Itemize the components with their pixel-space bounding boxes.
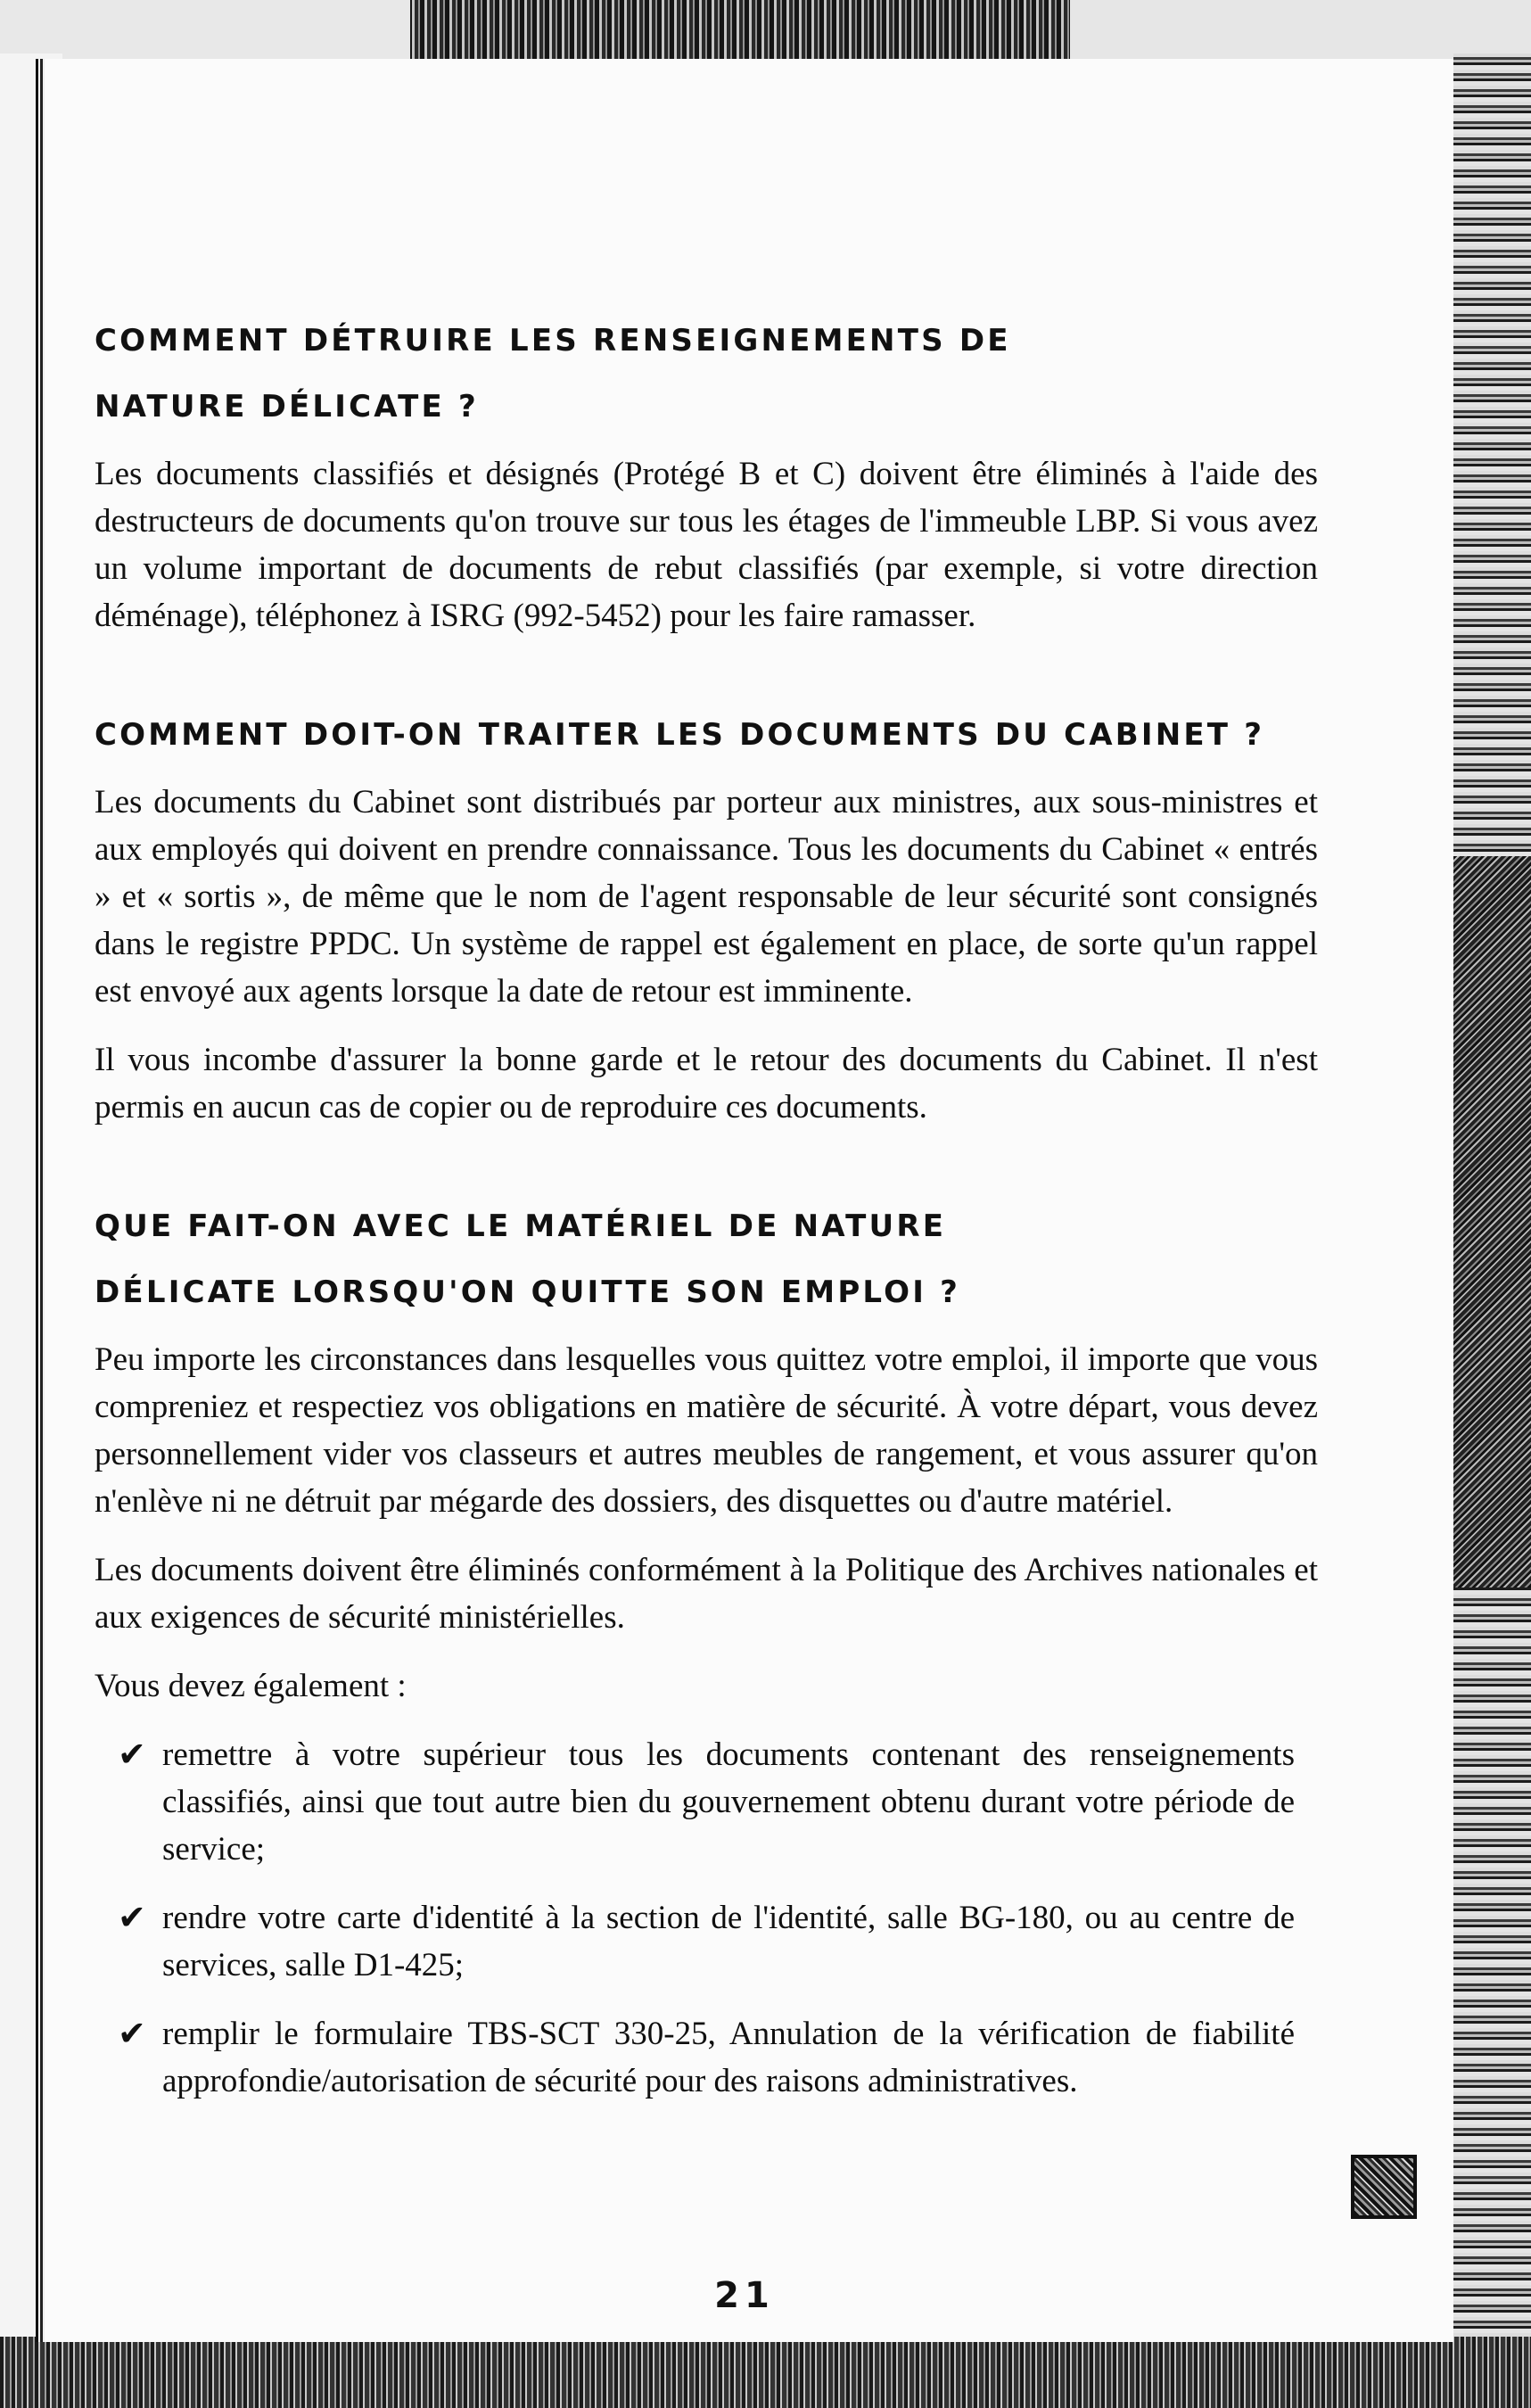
checklist-item-text: rendre votre carte d'identité à la section de l'identité, salle BG-180, ou au centre de services, salle D1-425; — [162, 1900, 1295, 1983]
section-cabinet-documents — [95, 702, 1318, 1131]
check-mark-icon: ✔ — [118, 1735, 146, 1774]
body-paragraph: Les documents du Cabinet sont distribués par porteur aux ministres, aux sous-ministres et aux employés qui doivent en prendre connaissance. Tous les documents du Cabinet « entrés » et « sortis », de même que le nom de l'agent responsable de leur sécurité sont consignés dans le registre PPDC. Un système de rappel est également en place, de sorte qu'un rappel est envoyé aux agents lorsque la date de retour est imminente. — [95, 784, 1318, 1010]
section-heading-line: NATURE DÉLICATE ? — [95, 389, 479, 425]
body-paragraph: Peu importe les circonstances dans lesquelles vous quittez votre emploi, il importe que vous compreniez et respectiez vos obligations en matière de sécurité. À votre départ, vous devez personnellement vider vos classeurs et autres meubles de rangement, et vous assurer qu'on n'enlève ni ne détruit par mégarde des dossiers, des disquettes ou d'autre matériel. — [95, 1341, 1318, 1520]
scan-border-bottom — [0, 2337, 1531, 2408]
scan-border-right-dark — [1453, 856, 1531, 1587]
checklist-item — [118, 1894, 1318, 1989]
section-leaving-employment — [95, 1193, 1318, 2105]
section-heading — [95, 308, 1318, 440]
section-heading-line: QUE FAIT-ON AVEC LE MATÉRIEL DE NATURE — [95, 1208, 947, 1244]
checklist-item — [118, 1731, 1318, 1873]
body-paragraph: Les documents classifiés et désignés (Protégé B et C) doivent être éliminés à l'aide des destructeurs de documents qu'on trouve sur tous les étages de l'immeuble LBP. Si vous avez un volume important de documents de rebut classifiés (par exemple, si votre direction déménage), téléphonez à ISRG (992-5452) pour les faire ramasser. — [95, 456, 1318, 634]
section-heading-line: DÉLICATE LORSQU'ON QUITTE SON EMPLOI ? — [95, 1274, 961, 1310]
page-binding-edge — [36, 59, 45, 2342]
section-destroy-sensitive-info — [95, 308, 1318, 639]
obligations-checklist — [95, 1731, 1318, 2105]
check-mark-icon: ✔ — [118, 1898, 146, 1937]
body-paragraph: Vous devez également : — [95, 1668, 407, 1704]
page-number: 21 — [714, 2275, 775, 2316]
section-heading — [95, 1193, 1318, 1325]
checklist-item — [118, 2010, 1318, 2105]
section-heading-line: COMMENT DOIT-ON TRAITER LES DOCUMENTS DU CABINET ? — [95, 717, 1265, 753]
check-mark-icon: ✔ — [118, 2014, 146, 2053]
body-paragraph: Il vous incombe d'assurer la bonne garde et le retour des documents du Cabinet. Il n'est permis en aucun cas de copier ou de reproduire ces documents. — [95, 1042, 1318, 1126]
section-heading — [95, 702, 1318, 768]
body-paragraph: Les documents doivent être éliminés conformément à la Politique des Archives nationales et aux exigences de sécurité ministérielles. — [95, 1552, 1318, 1636]
section-heading-line: COMMENT DÉTRUIRE LES RENSEIGNEMENTS DE — [95, 323, 1011, 359]
page-tab-marker — [1351, 2155, 1417, 2219]
checklist-item-text: remplir le formulaire TBS-SCT 330-25, Annulation de la vérification de fiabilité approfondie/autorisation de sécurité pour des raisons administratives. — [162, 2016, 1295, 2099]
page-content — [95, 308, 1318, 2126]
checklist-item-text: remettre à votre supérieur tous les documents contenant des renseignements classifiés, ainsi que tout autre bien du gouvernement obtenu durant votre période de service; — [162, 1736, 1295, 1868]
